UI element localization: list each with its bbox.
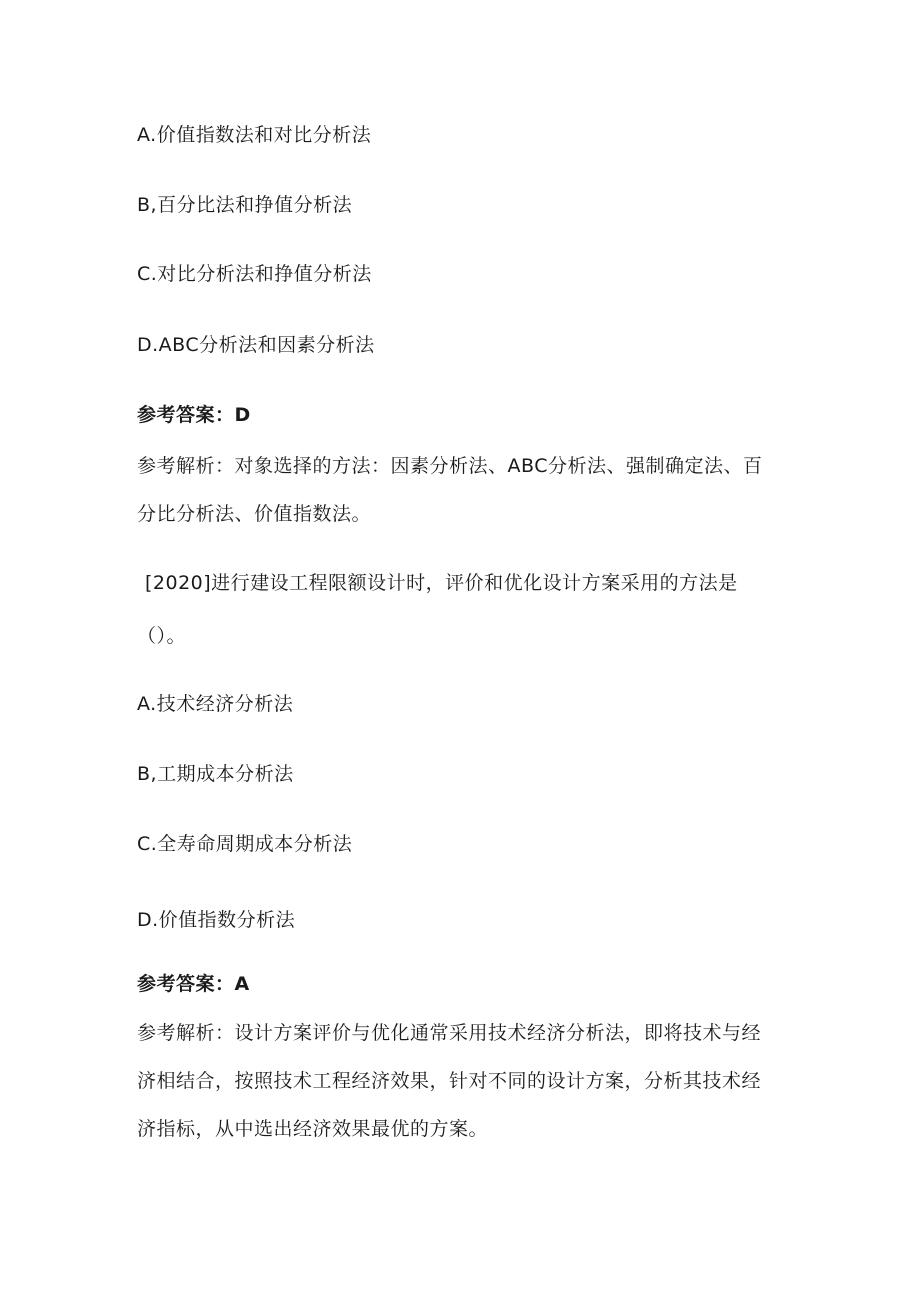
q2-option-b: B,工期成本分析法: [137, 763, 294, 785]
q2-option-c: C.全寿命周期成本分析法: [137, 833, 353, 855]
q1-option-b: B,百分比法和挣值分析法: [137, 194, 353, 216]
q2-option-a: A.技术经济分析法: [137, 693, 294, 715]
q2-question-line-1: [2020]进行建设工程限额设计时，评价和优化设计方案采用的方法是: [145, 572, 738, 594]
q2-analysis-line-2: 济相结合，按照技术工程经济效果，针对不同的设计方案，分析其技术经: [137, 1070, 762, 1092]
q1-option-c: C.对比分析法和挣值分析法: [137, 263, 372, 285]
q1-analysis-line-1: 参考解析：对象选择的方法：因素分析法、ABC分析法、强制确定法、百: [137, 455, 763, 477]
q1-answer: 参考答案：D: [137, 404, 251, 426]
q2-answer: 参考答案：A: [137, 973, 250, 995]
q1-option-a: A.价值指数法和对比分析法: [137, 124, 372, 146]
q2-option-d: D.价值指数分析法: [137, 909, 296, 931]
q2-analysis-line-1: 参考解析：设计方案评价与优化通常采用技术经济分析法，即将技术与经: [137, 1022, 762, 1044]
q2-analysis-line-3: 济指标，从中选出经济效果最优的方案。: [137, 1118, 489, 1140]
q1-option-d: D.ABC分析法和因素分析法: [137, 334, 375, 356]
q2-question-line-2: （）。: [137, 625, 187, 647]
q1-analysis-line-2: 分比分析法、价值指数法。: [137, 503, 372, 525]
